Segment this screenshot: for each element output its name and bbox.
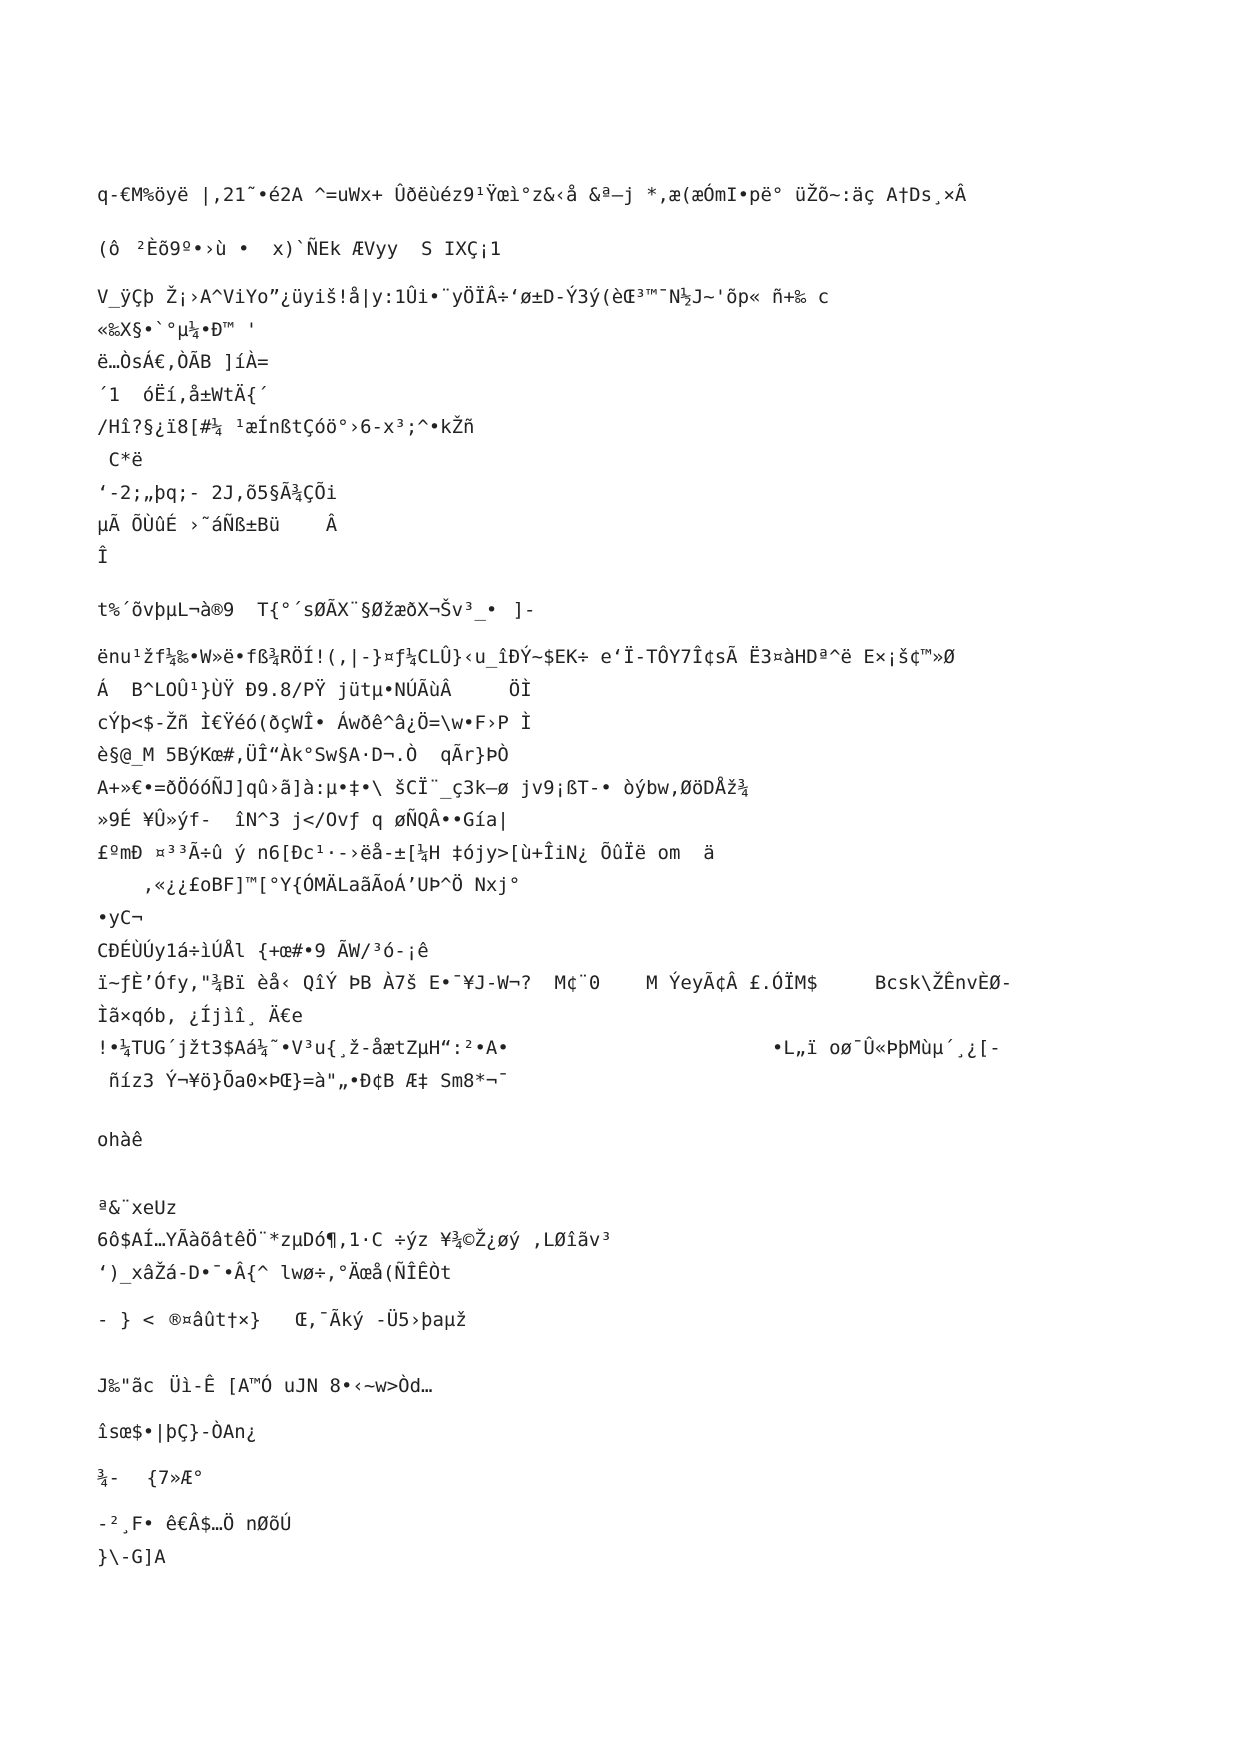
text-line: ª&¨xeUz (97, 1197, 178, 1219)
text-line: Á B^LOÛ¹}ÙŸ Ð9.8/PŸ jütµ•NÚÃùÂ ÖÌ (97, 679, 532, 701)
text-line: îsœ$•|þÇ}-ÒAn¿ (97, 1421, 258, 1443)
text-line: 6ô$AÍ…YÃàõâtêÖ¨*zµDó¶,1·C ÷ýz ¥¾©Ž¿øý ,LØîãv³ (97, 1229, 612, 1251)
text-line: Î (97, 546, 109, 568)
text-line: (ô²Èõ9º•›ù • x)`ÑEk ÆVyy S IXÇ¡1 (97, 238, 502, 260)
text-line: ‘-2;„þq;- 2J,õ5§Ã¾ÇÕi (97, 482, 338, 504)
text-line: ¾- {7»Æ° (97, 1467, 204, 1489)
text-line: ,«¿¿£oBF]™[°Y{ÓMÄLaãÃoÁ’UÞ^Ö Nxj° (97, 874, 521, 896)
text-line: A+»€•=ðÖóóÑJ]qû›ã]à:µ•‡•\ šCÏ¨_ç3k—ø jv9¡ßT-• òýbw,ØöDÅž¾ (97, 777, 750, 799)
text-line: C*ë (97, 449, 143, 471)
text-line: ënu¹žf¼‰•W»ë•fß¾RÖÍ!(,|-}¤ƒ¼CLÛ}‹u_îÐÝ~$EK÷ e‘Ï-TÔY7Î¢sÃ Ë3¤àHDª^ë E×¡š¢™»Ø (97, 646, 955, 668)
text-line: ñíz3 Ý¬¥ö}Õa0×ÞŒ}=à"„•Ð¢B Æ‡ Sm8*¬¯ (97, 1070, 509, 1092)
text-line: Ìã×qób, ¿Íjìî¸ Ä€e (97, 1005, 303, 1027)
text-line: £ºmÐ ¤³³Ã÷û ý n6[Ðc¹·-›ëå-±[¼H ‡ójy>[ù+ÎiN¿ ÕûÏë om ä (97, 842, 715, 864)
text-line: t%´õvþµL¬à®9 T{°´sØÃX¨§ØžæðX¬Šv³_•]- (97, 599, 536, 621)
text-line: »9É ¥Û»ýf- îN^3 j</Ovƒ q øÑQÂ••Gía| (97, 809, 509, 831)
text-line: ‘)_xâŽá-D•¯•Â{^ lwø÷,°Äœå(ÑÎÊÒt (97, 1262, 452, 1284)
text-line: }\-G]A (97, 1546, 166, 1568)
text-line: •yC¬ (97, 907, 143, 929)
text-line: V_ÿÇþ Ž¡›A^ViYo”¿üyiš!å|y:1Ûi•¨yÖÏÂ÷‘ø±D-Ý3ý(èŒ³™¯N½J~'õp« ñ+‰ c (97, 286, 830, 308)
text-line: CÐÉÙÚy1á÷ìÚÅl {+œ#•9 ÃW/³ó-¡ê (97, 940, 429, 962)
text-line: cÝþ<$-Žñ Ì€Ÿéó(ðçWÎ• Áwðê^â¿Ö=\w•F›P Ì (97, 712, 532, 734)
text-line: «‰X§•`°µ¼•Ð™ ' (97, 319, 258, 341)
text-line: ´1 óËí,å±WtÄ{´ (97, 384, 269, 406)
text-line: µÃ ÕÙûÉ ›˜áÑß±Bü Â (97, 514, 338, 536)
text-line: -²¸F• ê€Â$…Ö nØõÚ (97, 1513, 292, 1535)
text-line: ë…ÒsÁ€,ÒÃB ]íÀ= (97, 351, 269, 373)
text-line: q-€M%öyë |,21˜•é2A ^=uWx+ Ûðëùéz9¹Ÿœì°z&‹å &ª—j *,æ(æÓmI•pë° üŽõ~:äç A†Ds¸×Â (97, 184, 967, 206)
text-line: !•¼TUG´jžt3$Aá¼˜•V³u{¸ž-åætZµH“:²•A• •L„ï oø¯Û«ÞþMùµ´¸¿[- (97, 1037, 1001, 1059)
text-line: J‰"ãcÜì-Ê [A™Ó uJN 8•‹~w>Òd… (97, 1375, 433, 1397)
text-line: - } <®¤âût†×} Œ,¯Ãký -Ü5›þaµž (97, 1309, 467, 1331)
text-line: è§@_M 5BýKœ#,ÜÎ“Àk°Sw§A·D¬.Ò qÃr}ÞÒ (97, 744, 509, 766)
text-line: /Hî?§¿ï8[#¼ ¹æÍnßtÇóö°›6-x³;^•kŽñ (97, 416, 475, 438)
text-line: ï~ƒÈ’Ófy,"¾Bï èå‹ QîÝ ÞB À7š E•¯¥J-W¬? M¢¨0 M ÝeyÃ¢Â £.ÓÏM$ Bcsk\ŽÊnvÈØ- (97, 972, 1013, 994)
text-line: ohàê (97, 1129, 143, 1151)
